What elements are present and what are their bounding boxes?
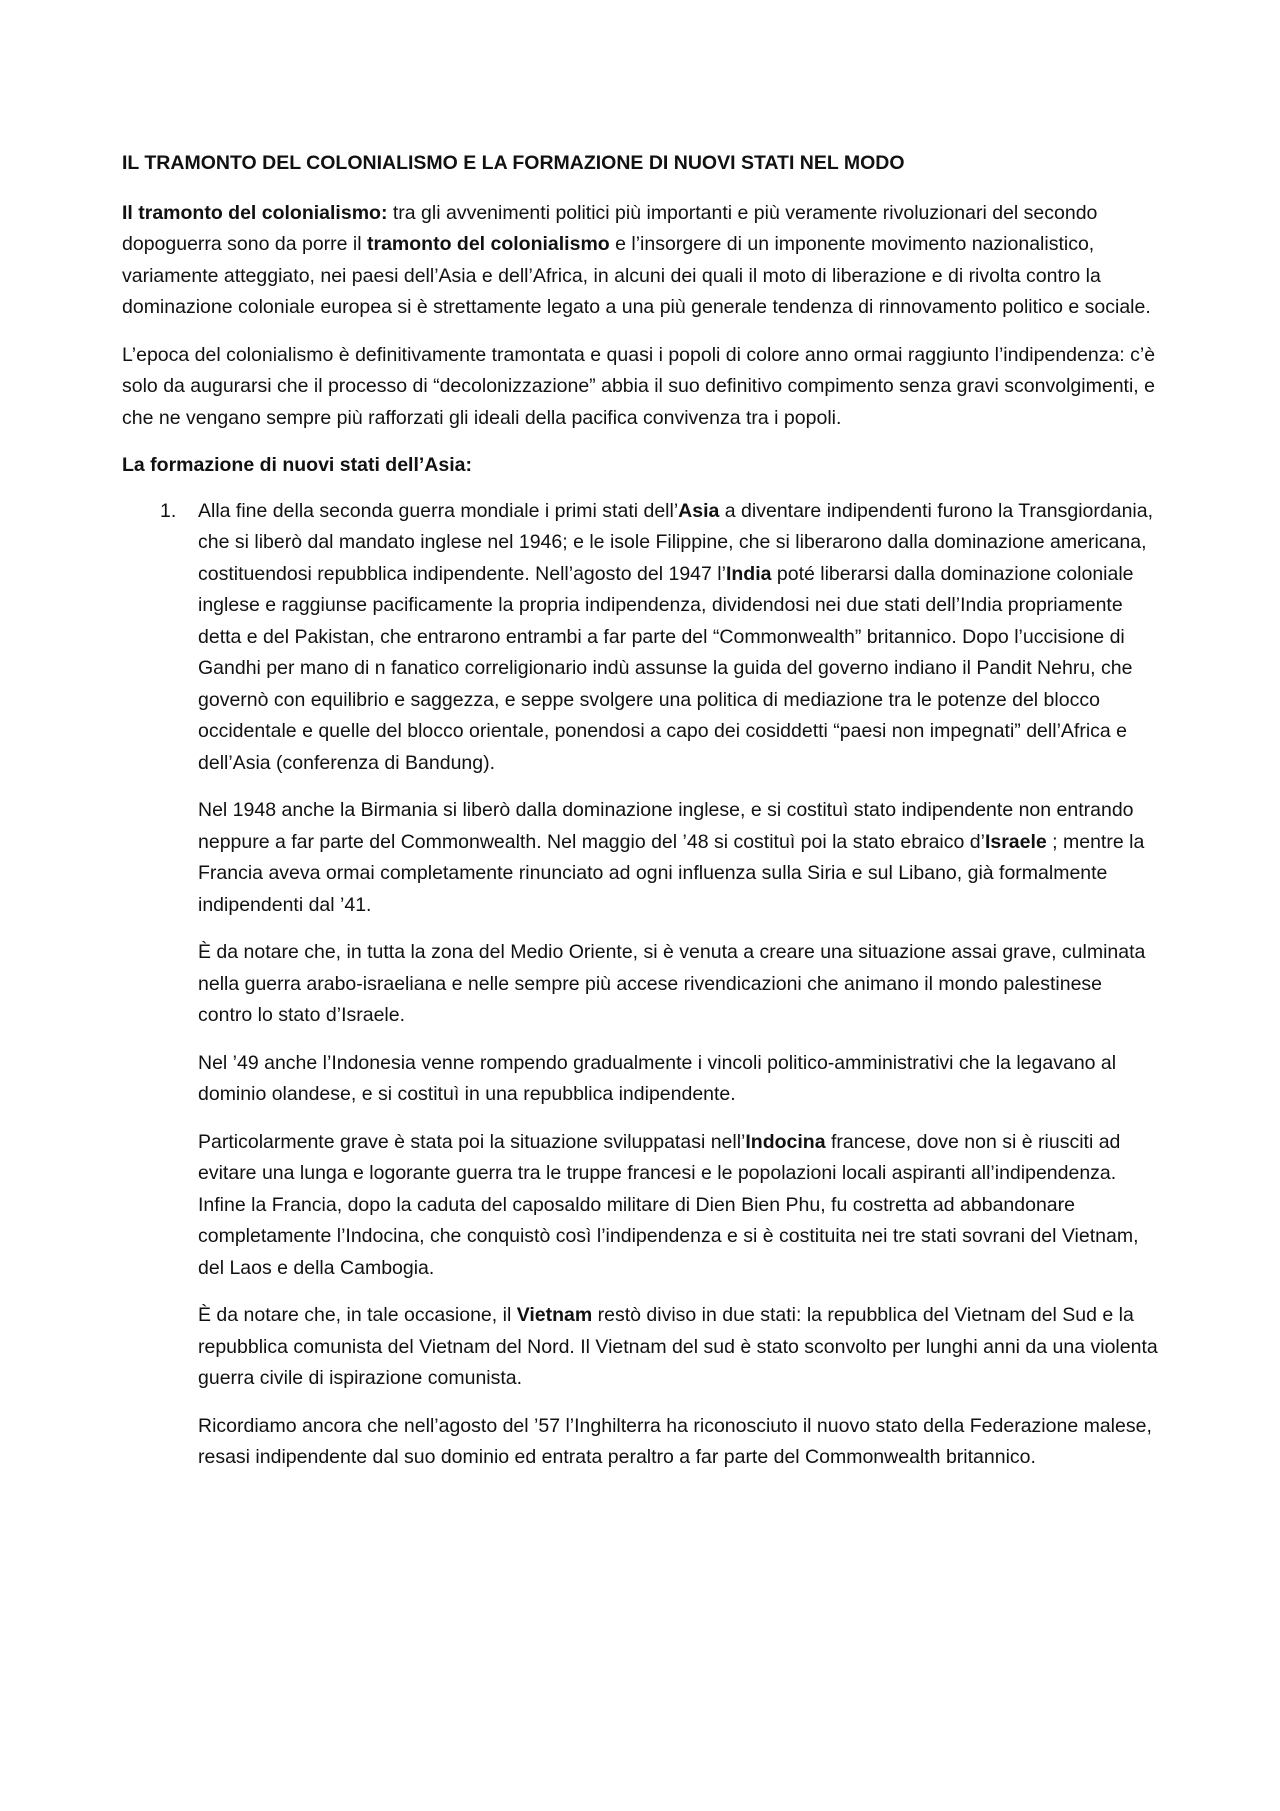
list-text-1: Alla fine della seconda guerra mondiale i primi stati dell’ xyxy=(198,499,679,522)
intro-lead: Il tramonto del colonialismo: xyxy=(122,201,388,224)
bold-israele: Israele xyxy=(984,830,1047,853)
vietnam-text-2: restò diviso in due stati: la repubblica del Vietnam del Sud e la repubblica comunista del Vietnam del Nord. Il Vietnam del sud è stato sconvolto per lunghi anni da una violenta guerra civile di ispirazione comunista. xyxy=(198,1304,1158,1389)
list-item-text xyxy=(198,496,1158,780)
medio-oriente-paragraph: È da notare che, in tutta la zona del Medio Oriente, si è venuta a creare una situazione assai grave, culminata nella guerra arabo-israeliana e nelle sempre più accese rivendicazioni che animano il mondo palestinese contro lo stato d’Israele. xyxy=(198,941,1146,1026)
intro-text-1: tra gli avvenimenti politici più importanti e più veramente rivoluzionari del secondo dopoguerra sono da porre il xyxy=(122,201,1098,255)
birmania-text-2: ; mentre la Francia aveva ormai completamente rinunciato ad ogni influenza sulla Siria e sul Libano, già formalmente indipendenti dal ’41. xyxy=(198,830,1145,916)
bold-india: India xyxy=(725,562,772,585)
bold-asia: Asia xyxy=(678,499,720,522)
asia-list xyxy=(122,496,1158,780)
intro-paragraph xyxy=(122,198,1158,324)
bold-vietnam: Vietnam xyxy=(516,1304,593,1326)
birmania-paragraph xyxy=(198,795,1158,921)
birmania-text-1: Nel 1948 anche la Birmania si liberò dalla dominazione inglese, e si costituì stato indipendente non entrando neppure a far parte del Commonwealth. Nel maggio del ’48 si costituì poi la stato ebraico d’ xyxy=(198,799,1134,853)
vietnam-paragraph xyxy=(198,1300,1158,1395)
malesia-paragraph: Ricordiamo ancora che nell’agosto del ’57 l’Inghilterra ha riconosciuto il nuovo stato della Federazione malese, resasi indipendente dal suo dominio ed entrata peraltro a far parte del Commonwealth britannico. xyxy=(198,1414,1152,1468)
list-continuation xyxy=(122,795,1158,1474)
list-marker: 1. xyxy=(160,499,177,522)
decolonization-paragraph: L’epoca del colonialismo è definitivamente tramontata e quasi i popoli di colore anno ormai raggiunto l’indipendenza: c’è solo da augurarsi che il processo di “decolonizzazione” abbia il suo definitivo compimento senza gravi sconvolgimenti, e che ne vengano sempre più rafforzati gli ideali della pacifica convivenza tra i popoli. xyxy=(122,343,1156,429)
intro-text-2: e l’insorgere di un imponente movimento nazionalistico, variamente atteggiato, nei paesi dell’Asia e dell’Africa, in alcuni dei quali il moto di liberazione e di rivolta contro la dominazione coloniale europea si è strettamente legato a una più generale tendenza di rinnovamento politico e sociale. xyxy=(122,233,1151,318)
indonesia-paragraph: Nel ’49 anche l’Indonesia venne rompendo gradualmente i vincoli politico-amministrativi che la legavano al dominio olandese, e si costituì in una repubblica indipendente. xyxy=(198,1051,1117,1105)
section-heading-asia: La formazione di nuovi stati dell’Asia: xyxy=(122,454,472,476)
indocina-text-1: Particolarmente grave è stata poi la situazione sviluppatasi nell’ xyxy=(198,1130,746,1153)
list-item xyxy=(122,496,1158,780)
intro-bold-term: tramonto del colonialismo xyxy=(367,233,610,255)
document-title: IL TRAMONTO DEL COLONIALISMO E LA FORMAZIONE DI NUOVI STATI NEL MODO xyxy=(122,152,905,174)
vietnam-text-1: È da notare che, in tale occasione, il xyxy=(198,1304,517,1326)
bold-indocina: Indocina xyxy=(745,1130,826,1153)
list-text-2: a diventare indipendenti furono la Transgiordania, che si liberò dal mandato inglese nel 1946; e le isole Filippine, che si liberarono dalla dominazione americana, costituendosi repubblica indipendente. Nell’agosto del 1947 l’ xyxy=(198,499,1154,585)
document-page xyxy=(122,148,1158,1490)
indocina-paragraph xyxy=(198,1127,1158,1285)
list-text-3: poté liberarsi dalla dominazione coloniale inglese e raggiunse pacificamente la propria indipendenza, dividendosi nei due stati dell’India propriamente detta e del Pakistan, che entrarono entrambi a far parte del “Commonwealth” britannico. Dopo l’uccisione di Gandhi per mano di n fanatico correligionario indù assunse la guida del governo indiano il Pandit Nehru, che governò con equilibrio e saggezza, e seppe svolgere una politica di mediazione tra le potenze del blocco occidentale e quelle del blocco orientale, ponendosi a capo dei cosiddetti “paesi non impegnati” dell’Africa e dell’Asia (conferenza di Bandung). xyxy=(198,562,1134,774)
indocina-text-2: francese, dove non si è riusciti ad evitare una lunga e logorante guerra tra le truppe francesi e le popolazioni locali aspiranti all’indipendenza. Infine la Francia, dopo la caduta del caposaldo militare di Dien Bien Phu, fu costretta ad abbandonare completamente l’Indocina, che conquistò così l’indipendenza e si è costituita nei tre stati sovrani del Vietnam, del Laos e della Cambogia. xyxy=(198,1130,1139,1279)
